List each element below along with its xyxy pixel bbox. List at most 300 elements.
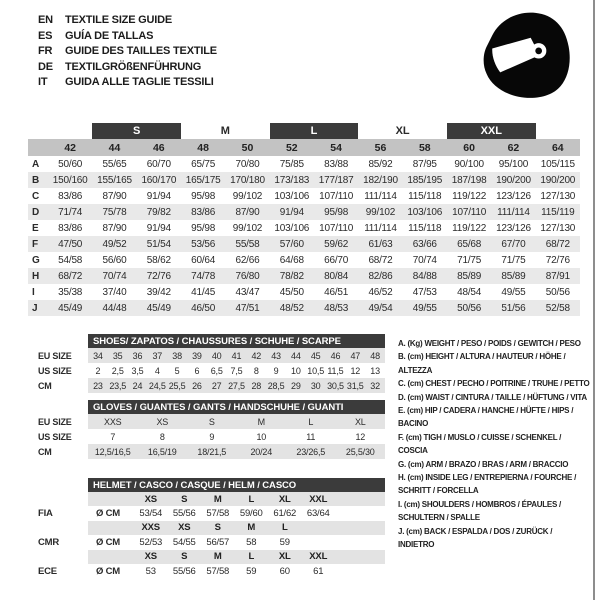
measurement-cell: 119/122 [452,190,487,202]
gloves-cell: 16,5/19 [138,444,188,459]
size-group-cell-xl: XL [358,123,447,139]
measurement-cell: 45/50 [279,286,304,298]
gloves-row [38,414,385,429]
measurement-cell: 41/45 [191,286,216,298]
helmet-size-table [38,478,385,578]
language-title: TEXTILGRÖßENFÜHRUNG [65,60,202,73]
measurement-cell: 54/58 [58,254,83,266]
measurement-cell: 87/90 [102,190,127,202]
measurement-cell: 105/115 [540,158,575,170]
measurement-cell: 47/51 [225,300,269,316]
shoes-cell: 23,5 [108,378,128,393]
measurement-cell: 85/89 [447,268,491,284]
measurement-cell: 91/94 [270,204,314,220]
textile-size-table [28,123,580,316]
shoes-row [38,348,385,363]
measurement-letter: E [32,222,39,234]
helmet-value-cell: 59 [246,565,257,577]
shoes-cell: 7,5 [230,365,243,376]
measurement-cell: 51/54 [137,236,181,252]
legend-item: E. (cm) HIP / CADERA / HANCHE / HÜFTE / HIPS / BACINO [398,406,574,429]
language-title: GUIDA ALLE TAGLIE TESSILI [65,76,214,89]
measurement-cell: 91/94 [146,190,171,202]
shoes-cell: 40 [207,348,227,363]
legend-item: D. (cm) WAIST / CINTURA / TAILLE / HÜFTUNG / VITA [398,392,587,402]
helmet-value-filler [335,535,385,549]
helmet-value-cell: 55/56 [172,508,196,520]
shoes-row [38,378,385,393]
helmet-size-filler [335,521,385,535]
helmet-size-row [38,492,385,506]
helmet-size-cell: XL [268,492,302,506]
measurement-cell: 170/180 [225,172,269,188]
gloves-cell: 9 [209,431,215,442]
legend-item: F. (cm) TIGH / MUSLO / CUISSE / SCHENKEL / COSCIA [398,432,562,456]
size-group-spacer [536,123,580,139]
measurement-cell: 115/119 [536,204,580,220]
legend-item: H. (cm) INSIDE LEG / ENTREPIERNA / FOURCHE / SCHRITT / FORCELLA [398,473,577,496]
gloves-size-table [38,400,385,459]
size-number-cell: 52 [270,139,314,156]
helmet-unit-cell: Ø CM [96,536,121,548]
gloves-row-label: EU SIZE [38,414,88,429]
gloves-cell: 23/26,5 [286,444,336,459]
helmet-value-cell: 59/60 [239,508,263,520]
measurement-cell: 177/187 [314,172,358,188]
measurement-cell: 78/82 [270,268,314,284]
measurement-row-d [28,204,580,220]
helmet-value-cell: 53/54 [139,508,163,520]
helmet-value-cell: 60 [279,565,290,577]
gloves-cell: 25,5/30 [336,444,386,459]
measurement-letter: I [32,286,35,298]
measurement-cell: 71/75 [457,254,482,266]
measurement-cell: 160/170 [137,172,181,188]
measurement-cell: 60/70 [146,158,171,170]
measurement-cell: 70/74 [92,268,136,284]
measurement-cell: 87/91 [536,268,580,284]
measurement-row-f [28,236,580,252]
gloves-cell: 12 [355,431,366,442]
gloves-cell: XS [138,414,188,429]
measurement-row-a [28,156,580,172]
helmet-size-row [38,521,385,535]
measurement-cell: 68/72 [536,236,580,252]
measurement-cell: 187/198 [447,172,491,188]
measurement-cell: 111/114 [364,222,397,234]
measurement-cell: 155/165 [92,172,136,188]
shoes-cell: 45 [306,348,326,363]
helmet-value-cell: 53 [145,565,156,577]
language-code: ES [38,29,53,42]
measurement-cell: 76/80 [225,268,269,284]
measurement-cell: 59/62 [314,236,358,252]
gloves-cell: XL [336,414,386,429]
measurement-cell: 70/80 [235,158,260,170]
helmet-value-filler [335,564,385,578]
measurement-cell: 103/106 [274,222,310,234]
measurement-cell: 58/62 [146,254,171,266]
measurement-letter: D [28,204,48,220]
size-number-cell: 64 [536,139,580,156]
shoes-cell: 23 [88,378,108,393]
size-group-cell-s: S [92,123,181,139]
helmet-standard-row-fia [38,506,385,520]
size-group-cell-m: M [181,123,270,139]
measurement-cell: 65/75 [191,158,216,170]
shoes-cell: 43 [266,348,286,363]
shoes-table-wrap [38,334,385,393]
shoes-cell: 34 [88,348,108,363]
helmet-value-cell [302,535,336,549]
helmet-size-cell: XL [268,550,302,564]
shoes-row-label: CM [38,378,88,393]
shoes-cell: 24,5 [147,378,167,393]
measurement-cell: 83/86 [58,222,83,234]
shoes-cell: 11,5 [327,365,344,376]
shoes-cell: 24 [128,378,148,393]
measurement-cell: 90/100 [454,158,484,170]
helmet-size-unit-spacer [88,521,134,535]
size-number-cell: 48 [181,139,225,156]
measurement-cell: 49/54 [358,300,402,316]
shoes-cell: 10 [291,365,301,376]
shoes-cell: 35 [108,348,128,363]
legend-item: I. (cm) SHOULDERS / HOMBROS / ÉPAULES / SCHULTERN / SPALLE [398,499,562,523]
measurement-cell: 99/102 [232,222,263,234]
language-code: EN [38,14,53,26]
helmet-size-cell: XXL [302,492,336,506]
measurement-letter: C [32,190,40,202]
language-row [38,13,217,29]
measurement-cell: 68/72 [368,254,393,266]
measurement-cell: 80/84 [314,268,358,284]
gloves-cell: 7 [110,431,116,442]
measurement-cell: 99/102 [232,190,263,202]
measurement-cell: 95/98 [314,204,358,220]
shoes-cell: 28 [246,378,266,393]
measurement-cell: 55/65 [102,158,127,170]
helmet-standard-row-cmr [38,535,385,549]
shoes-cell: 12 [350,365,361,376]
shoes-cell: 29 [286,378,306,393]
measurement-cell: 67/70 [491,236,535,252]
shoes-cell: 2 [95,365,101,376]
shoes-cell: 36 [128,348,148,363]
measurement-cell: 95/100 [498,158,529,170]
measurement-cell: 127/130 [540,222,576,234]
measurement-cell: 45/49 [48,300,92,316]
helmet-standard-label: FIA [38,506,88,520]
shoes-row-label: US SIZE [38,363,88,378]
helmet-size-cell [302,521,336,535]
measurement-cell: 46/52 [368,286,393,298]
measurement-cell: 150/160 [48,172,92,188]
language-row [38,29,217,45]
shoes-cell: 26 [187,378,207,393]
language-code: FR [38,45,53,58]
measurement-cell: 95/98 [191,222,216,234]
measurement-cell: 115/118 [408,222,442,234]
gloves-cell: XXS [88,414,138,429]
helmet-size-spacer [38,521,88,535]
measurement-letter: G [32,254,40,266]
size-number-cell: 42 [48,139,92,156]
helmet-size-cell: S [168,550,202,564]
shoes-cell: 47 [345,348,365,363]
gloves-cell: S [187,414,237,429]
measurement-cell: 95/98 [191,190,216,202]
helmet-standard-row-ece [38,564,385,578]
size-group-spacer [28,123,92,139]
measurement-cell: 123/126 [496,222,531,234]
gloves-cell: M [237,414,287,429]
helmet-size-cell: XS [134,492,168,506]
gloves-cell: 18/21,5 [187,444,237,459]
shoes-cell: 10,5 [307,365,325,376]
page-edge-line [593,0,595,600]
size-number-spacer [28,139,48,156]
shoes-cell: 4 [154,365,160,376]
helmet-standard-label: CMR [38,535,88,549]
helmet-unit-cell: Ø CM [96,508,121,520]
measurement-cell: 48/52 [270,300,314,316]
measurement-legend [398,337,590,552]
shoes-cell: 44 [286,348,306,363]
language-row [38,60,217,76]
measurement-cell: 119/122 [452,222,487,234]
gloves-cell: L [286,414,336,429]
measurement-cell: 190/200 [536,172,580,188]
language-title-list [38,13,217,91]
textile-size-table-wrap [28,123,580,316]
helmet-size-unit-spacer [88,550,134,564]
helmet-size-cell: M [201,492,235,506]
shoes-cell: 28,5 [266,378,286,393]
helmet-value-cell: 57/58 [206,508,230,520]
measurement-letter: B [28,172,48,188]
language-row [38,44,217,60]
helmet-size-cell: L [235,550,269,564]
measurement-cell: 83/86 [181,204,225,220]
legend-item: J. (cm) BACK / ESPALDA / DOS / ZURÜCK / INDIETRO [398,526,553,550]
measurement-cell: 48/53 [314,300,358,316]
shoes-cell: 8 [253,365,259,376]
shoes-cell: 48 [365,348,385,363]
shoes-cell: 6,5 [210,365,223,376]
measurement-cell: 87/95 [412,158,437,170]
shoes-cell: 9 [273,365,279,376]
measurement-row-g [28,252,580,268]
measurement-cell: 107/110 [319,190,354,202]
legend-item: A. (Kg) WEIGHT / PESO / POIDS / GEWITCH / PESO [398,339,581,348]
measurement-cell: 85/92 [368,158,393,170]
shoes-cell: 13 [370,365,380,376]
measurement-cell: 82/86 [358,268,402,284]
measurement-cell: 79/82 [137,204,181,220]
gloves-row [38,429,385,444]
helmet-size-cell: XXS [134,521,168,535]
measurement-cell: 44/48 [92,300,136,316]
measurement-cell: 61/63 [358,236,402,252]
measurement-cell: 49/55 [403,300,447,316]
measurement-letter: A [32,158,40,170]
measurement-cell: 83/86 [58,190,83,202]
helmet-size-cell: S [168,492,202,506]
gloves-label-spacer [38,400,88,414]
measurement-cell: 70/74 [412,254,437,266]
helmet-table-wrap [38,478,385,578]
measurement-cell: 47/53 [412,286,437,298]
helmet-value-cell: 63/64 [306,508,330,520]
helmet-icon [479,11,573,101]
measurement-row-j [28,300,580,316]
measurement-cell: 50/56 [545,286,570,298]
gloves-row-label: US SIZE [38,429,88,444]
measurement-cell: 53/56 [181,236,225,252]
helmet-size-spacer [38,492,88,506]
language-title: TEXTILE SIZE GUIDE [65,14,173,26]
measurement-cell: 64/68 [279,254,304,266]
helmet-value-cell: 58 [246,536,257,548]
helmet-size-cell: M [201,550,235,564]
measurement-cell: 49/55 [501,286,526,298]
measurement-cell: 84/88 [403,268,447,284]
measurement-cell: 123/126 [496,190,531,202]
helmet-title-bar: HELMET / CASCO / CASQUE / HELM / CASCO [88,478,385,492]
measurement-cell: 87/90 [225,204,269,220]
shoes-cell: 42 [246,348,266,363]
shoes-cell: 39 [187,348,207,363]
gloves-cell: 20/24 [237,444,287,459]
helmet-size-cell: XS [134,550,168,564]
helmet-size-row [38,550,385,564]
measurement-cell: 60/64 [191,254,216,266]
measurement-row-h [28,268,580,284]
helmet-size-cell: L [268,521,302,535]
language-row [38,75,217,91]
measurement-cell: 47/50 [48,236,92,252]
shoes-cell: 25,5 [167,378,187,393]
shoes-cell: 30,5 [326,378,346,393]
shoes-size-table [38,334,385,393]
measurement-cell: 65/68 [447,236,491,252]
measurement-cell: 74/78 [181,268,225,284]
helmet-value-cell: 61 [313,565,324,577]
size-number-cell: 50 [225,139,269,156]
shoes-row-label: EU SIZE [38,348,88,363]
helmet-value-cell: 52/53 [139,536,163,548]
measurement-cell: 55/58 [225,236,269,252]
shoes-cell: 37 [147,348,167,363]
shoes-cell: 27 [207,378,227,393]
measurement-cell: 182/190 [358,172,402,188]
size-number-row [28,139,580,156]
measurement-cell: 103/106 [274,190,310,202]
size-group-cell-l: L [270,123,359,139]
shoes-row [38,363,385,378]
size-number-cell: 58 [403,139,447,156]
measurement-cell: 87/90 [102,222,127,234]
measurement-cell: 91/94 [146,222,171,234]
measurement-cell: 39/42 [146,286,171,298]
measurement-cell: 185/195 [403,172,447,188]
helmet-standard-label: ECE [38,564,88,578]
shoes-cell: 41 [227,348,247,363]
gloves-title-bar: GLOVES / GUANTES / GANTS / HANDSCHUHE / GUANTI [88,400,385,414]
measurement-cell: 127/130 [540,190,576,202]
shoes-cell: 30 [306,378,326,393]
measurement-cell: 85/89 [491,268,535,284]
measurement-cell: 46/50 [181,300,225,316]
helmet-size-filler [335,492,385,506]
measurement-cell: 51/56 [491,300,535,316]
gloves-table-wrap [38,400,385,459]
size-number-cell: 62 [491,139,535,156]
helmet-value-cell: 54/55 [172,536,196,548]
helmet-value-cell: 59 [279,536,290,548]
helmet-value-filler [335,506,385,520]
measurement-cell: 63/66 [403,236,447,252]
measurement-cell: 37/40 [102,286,127,298]
measurement-cell: 165/175 [181,172,225,188]
measurement-row-b [28,172,580,188]
size-group-cell-xxl: XXL [447,123,536,139]
legend-item: C. (cm) CHEST / PECHO / POITRINE / TRUHE / PETTO [398,379,590,389]
shoes-cell: 32 [365,378,385,393]
helmet-size-cell: XS [168,521,202,535]
shoes-title-bar: SHOES/ ZAPATOS / CHAUSSURES / SCHUHE / SCARPE [88,334,385,348]
size-number-cell: 44 [92,139,136,156]
shoes-cell: 5 [174,365,180,376]
measurement-cell: 75/85 [279,158,304,170]
size-number-cell: 46 [137,139,181,156]
measurement-cell: 83/88 [324,158,349,170]
measurement-cell: 52/58 [536,300,580,316]
helmet-value-cell: 55/56 [172,565,196,577]
legend-item: G. (cm) ARM / BRAZO / BRAS / ARM / BRACCIO [398,459,569,469]
shoes-cell: 27,5 [227,378,247,393]
measurement-cell: 71/75 [501,254,526,266]
measurement-cell: 46/51 [324,286,349,298]
measurement-cell: 57/60 [270,236,314,252]
helmet-header-row [38,478,385,492]
measurement-cell: 103/106 [403,204,447,220]
language-title: GUÍA DE TALLAS [65,29,154,42]
shoes-cell: 2,5 [111,365,124,376]
legend-item: B. (cm) HEIGHT / ALTURA / HAUTEUR / HÖHE / ALTEZZA [398,352,566,375]
measurement-cell: 66/70 [324,254,349,266]
measurement-cell: 107/110 [319,222,354,234]
gloves-cell: 10 [256,431,267,442]
measurement-cell: 62/66 [235,254,260,266]
language-code: IT [38,76,48,89]
measurement-cell: 111/114 [364,190,397,202]
measurement-row-i [28,284,580,300]
helmet-value-cell: 61/62 [273,508,297,520]
shoes-cell: 3,5 [131,365,144,376]
language-title: GUIDE DES TAILLES TEXTILE [65,45,217,58]
helmet-size-cell: M [235,521,269,535]
measurement-cell: 72/76 [137,268,181,284]
helmet-label-spacer [38,478,88,492]
measurement-row-e [28,220,580,236]
measurement-cell: 107/110 [447,204,491,220]
shoes-cell: 6 [194,365,200,376]
helmet-value-cell: 57/58 [206,565,230,577]
measurement-cell: 115/118 [408,190,442,202]
measurement-cell: 173/183 [270,172,314,188]
